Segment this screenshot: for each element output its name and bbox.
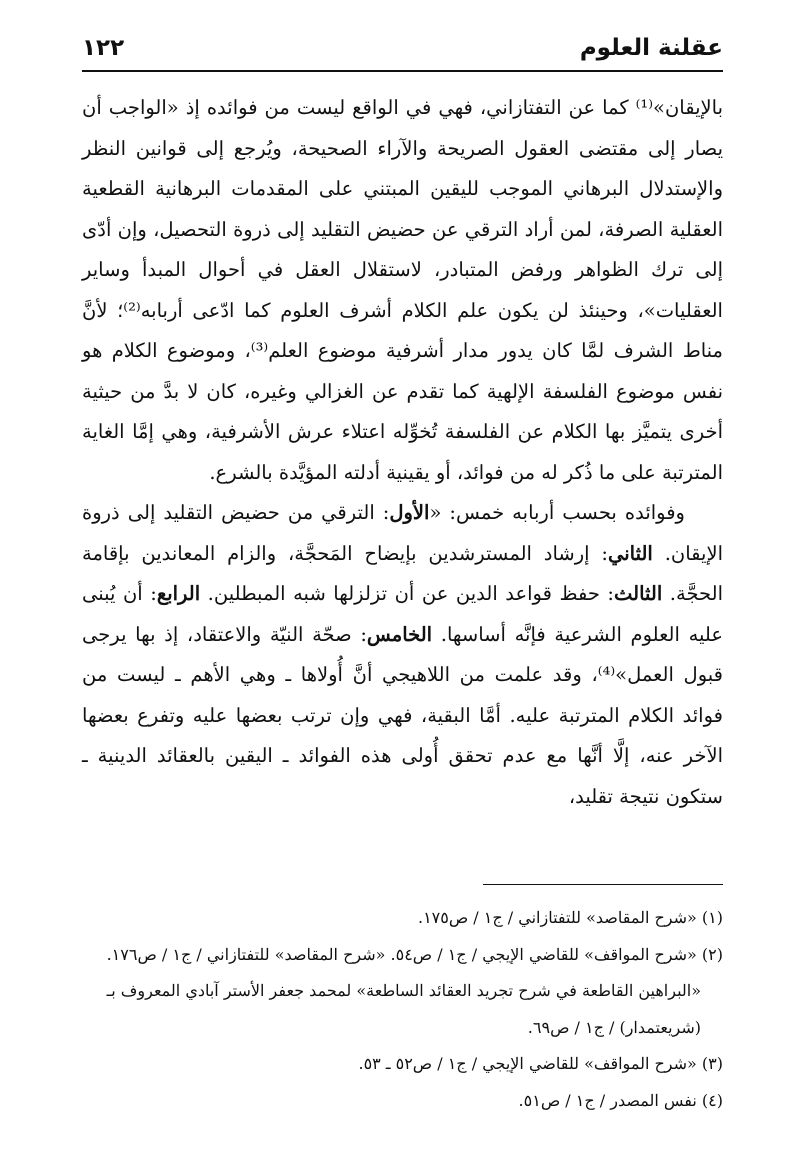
main-text xyxy=(82,88,723,817)
p2-fifth-text: : صحّة النيّة والاعتقاد، إذ بها يرجى قبول العمل»⁽⁴⁾، وقد علمت من اللاهيجي أنَّ أُولاها ـ وهي الأهم ـ ليست من فوائد الكلام المترتبة عليه. أمَّا البقية، فهي وإن ترتب بعضها عليه وتفرع بعضها الآخر عنه، إلَّا أنَّها مع عدم تحقق أُولى هذه الفوائد ـ اليقين بالعقائد الدينية ـ ستكون نتيجة تقليد، xyxy=(82,622,723,808)
label-second: الثاني xyxy=(607,541,653,565)
label-first: الأول xyxy=(389,501,430,524)
paragraph-2 xyxy=(82,493,723,817)
footnote-2-continuation-a: «البراهين القاطعة في شرح تجريد العقائد الساطعة» لمحمد جعفر الأستر آبادي المعروف بـ xyxy=(106,981,701,1000)
running-title: عقلنة العلوم xyxy=(579,35,723,61)
footnote-2: (٢) «شرح المواقف» للقاضي الإيجي / ج١ / ص٥٤. «شرح المقاصد» للتفتازاني / ج١ / ص١٧٦. xyxy=(106,944,723,964)
footnote-separator xyxy=(483,884,723,885)
footnote-2-continuation-b: (شريعتمدار) / ج١ / ص٦٩. xyxy=(527,1017,701,1037)
p2-third-text: : حفظ قواعد الدين عن أن تزلزلها شبه المبطلين. xyxy=(200,582,614,605)
label-fourth: الرابع xyxy=(156,582,201,605)
footnote-3: (٣) «شرح المواقف» للقاضي الإيجي / ج١ / ص٥٢ ـ ٥٣. xyxy=(358,1054,723,1073)
page-number: ١٢٢ xyxy=(82,35,125,61)
label-third: الثالث xyxy=(614,582,663,605)
p2-first-text: : الترقي من حضيض التقليد إلى ذروة الإيقان. xyxy=(82,501,723,565)
footnote-4: (٤) نفس المصدر / ج١ / ص٥١. xyxy=(518,1090,723,1110)
p2-second-text: : إرشاد المسترشدين بإيضاح المَحجَّة، والزام المعاندين بإقامة الحجَّة. xyxy=(82,541,723,605)
footnote-1: (١) «شرح المقاصد» للتفتازاني / ج١ / ص١٧٥. xyxy=(417,908,723,927)
paragraph-1: بالإيقان»⁽¹⁾ كما عن التفتازاني، فهي في الواقع ليست من فوائده إذ «الواجب أن يصار إلى مقتضى العقول الصريحة والآراء الصحيحة، ويُرجع إلى قوانين النظر والإستدلال البرهاني الموجب لليقين المبتني على المقدمات البرهانية القطعية العقلية الصرفة، لمن أراد الترقي عن حضيض التقليد إلى ذروة التحصيل، وإن أدّى إلى ترك الظواهر ورفض المتبادر، لاستقلال العقل في أحوال المبدأ وساير العقليات»، وحينئذ لن يكون علم الكلام أشرف العلوم كما ادّعى أربابه⁽²⁾؛ لأنَّ مناط الشرف لمَّا كان يدور مدار أشرفية موضوع العلم⁽³⁾، وموضوع الكلام هو نفس موضوع الفلسفة الإلهية كما تقدم عن الغزالي وغيره، كان لا بدَّ من حيثية أخرى يتميَّز بها الكلام عن الفلسفة تُخوِّله اعتلاء عرش الأشرفية، وهي إمَّا الغاية المترتبة على ما ذُكر له من فوائد، أو يقينية أدلته المؤيَّدة بالشرع. xyxy=(82,96,723,484)
label-fifth: الخامس xyxy=(366,622,433,646)
p2-intro: وفوائده بحسب أربابه خمس: « xyxy=(429,501,685,524)
p2-fourth-text: : أن يُبنى عليه العلوم الشرعية فإنَّه أساسها. xyxy=(82,582,723,646)
footnotes xyxy=(82,900,723,1119)
page-header xyxy=(82,26,723,72)
